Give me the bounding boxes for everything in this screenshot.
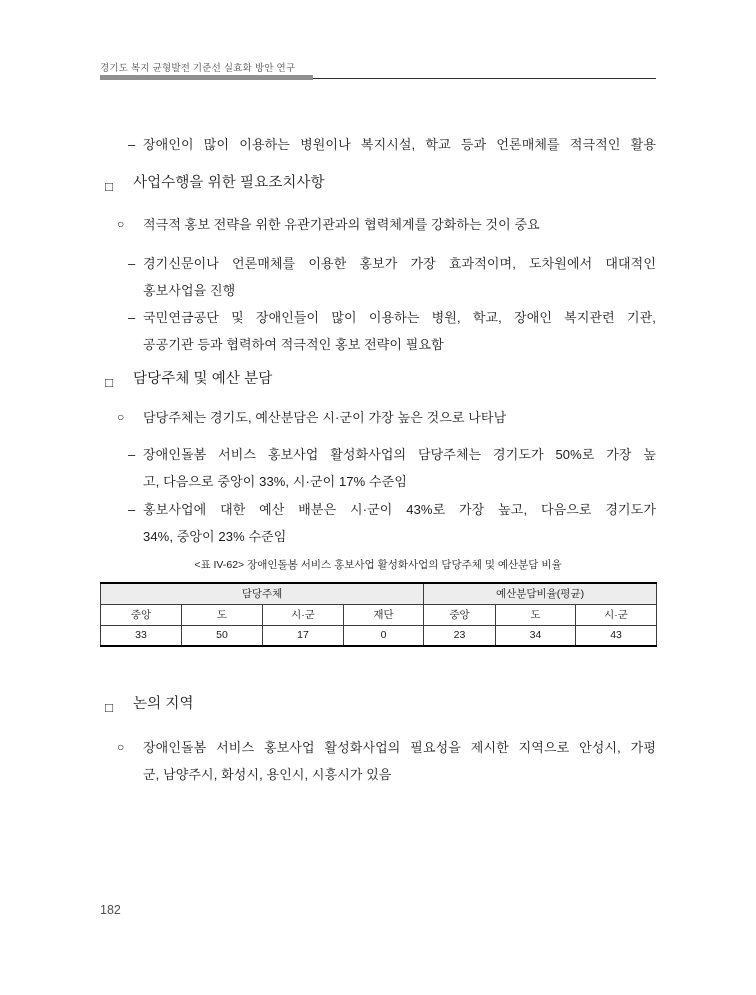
table-header-cell: 도	[496, 604, 576, 625]
table-data-cell: 17	[263, 625, 344, 646]
section-heading	[100, 693, 656, 720]
dash-item	[100, 131, 656, 158]
table-data-cell: 0	[344, 625, 424, 646]
body-line: 34%, 중앙이 23% 수준임	[143, 529, 287, 544]
table-header-cell: 중앙	[424, 604, 496, 625]
body-line: 홍보사업을 진행	[143, 283, 236, 298]
body-line: 공공기관 등과 협력하여 적극적인 홍보 전략이 필요함	[143, 337, 444, 352]
table-header-cell: 시·군	[576, 604, 657, 625]
section-title: 사업수행을 위한 필요조치사항	[133, 175, 325, 191]
body-line: 경기신문이나 언론매체를 이용한 홍보가 가장 효과적이며, 도차원에서 대대적인	[143, 256, 656, 271]
header-rule-accent	[100, 75, 313, 80]
table-data-cell: 50	[182, 625, 263, 646]
body-line: 홍보사업에 대한 예산 배분은 시·군이 43%로 가장 높고, 다음으로 경기도가	[143, 502, 656, 517]
body-line: 담당주체는 경기도, 예산분담은 시·군이 가장 높은 것으로 나타남	[143, 410, 507, 425]
dash-bullet: –	[128, 447, 136, 462]
dash-bullet: –	[128, 137, 136, 152]
circle-bullet: ○	[117, 740, 125, 754]
ratio-table-grid	[100, 582, 657, 647]
table-header-cell: 시·군	[263, 604, 344, 625]
body-line: 장애인이 많이 이용하는 병원이나 복지시설, 학교 등과 언론매체를 적극적인 활용	[143, 137, 656, 152]
circle-item	[100, 734, 656, 788]
page-number: 182	[100, 903, 121, 917]
table-data-cell: 33	[101, 625, 182, 646]
table-data-cell: 43	[576, 625, 657, 646]
circle-item	[100, 404, 656, 431]
square-bullet: □	[105, 699, 114, 715]
circle-bullet: ○	[117, 217, 125, 231]
dash-item	[100, 441, 656, 495]
table-header-cell: 재단	[344, 604, 424, 625]
dash-bullet: –	[128, 310, 136, 325]
header-rule	[100, 78, 656, 79]
body-line: 국민연금공단 및 장애인들이 많이 이용하는 병원, 학교, 장애인 복지관련 기관,	[143, 310, 656, 325]
body-line: 적극적 홍보 전략을 위한 유관기관과의 협력체계를 강화하는 것이 중요	[143, 217, 540, 232]
section-title: 담당주체 및 예산 분담	[133, 371, 273, 387]
table-header-cell: 도	[182, 604, 263, 625]
section-heading	[100, 172, 656, 199]
dash-item	[100, 250, 656, 304]
table-data-cell: 23	[424, 625, 496, 646]
header-title: 경기도 복지 균형발전 기준선 실효화 방안 연구	[100, 63, 296, 74]
dash-bullet: –	[128, 256, 136, 271]
circle-bullet: ○	[117, 410, 125, 424]
table-data-cell: 34	[496, 625, 576, 646]
table-caption: <표 IV-62> 장애인돌봄 서비스 홍보사업 활성화사업의 담당주체 및 예산분담 비율	[194, 559, 562, 571]
dash-item	[100, 496, 656, 550]
body-line: 고, 다음으로 중앙이 33%, 시·군이 17% 수준임	[143, 474, 407, 489]
table-group-header: 담당주체	[101, 583, 424, 604]
square-bullet: □	[105, 374, 114, 390]
ratio-table	[100, 582, 656, 647]
section-heading	[100, 368, 656, 395]
page-header	[100, 60, 656, 79]
body-line: 군, 남양주시, 화성시, 용인시, 시흥시가 있음	[143, 767, 392, 782]
body-line: 장애인돌봄 서비스 홍보사업 활성화사업의 담당주체는 경기도가 50%로 가장 높	[143, 447, 656, 462]
dash-item	[100, 304, 656, 358]
table-header-cell: 중앙	[101, 604, 182, 625]
square-bullet: □	[105, 178, 114, 194]
section-title: 논의 지역	[133, 696, 194, 712]
dash-bullet: –	[128, 502, 136, 517]
table-group-header: 예산분담비율(평균)	[424, 583, 657, 604]
body-line: 장애인돌봄 서비스 홍보사업 활성화사업의 필요성을 제시한 지역으로 안성시, 가평	[143, 740, 656, 755]
circle-item	[100, 211, 656, 238]
